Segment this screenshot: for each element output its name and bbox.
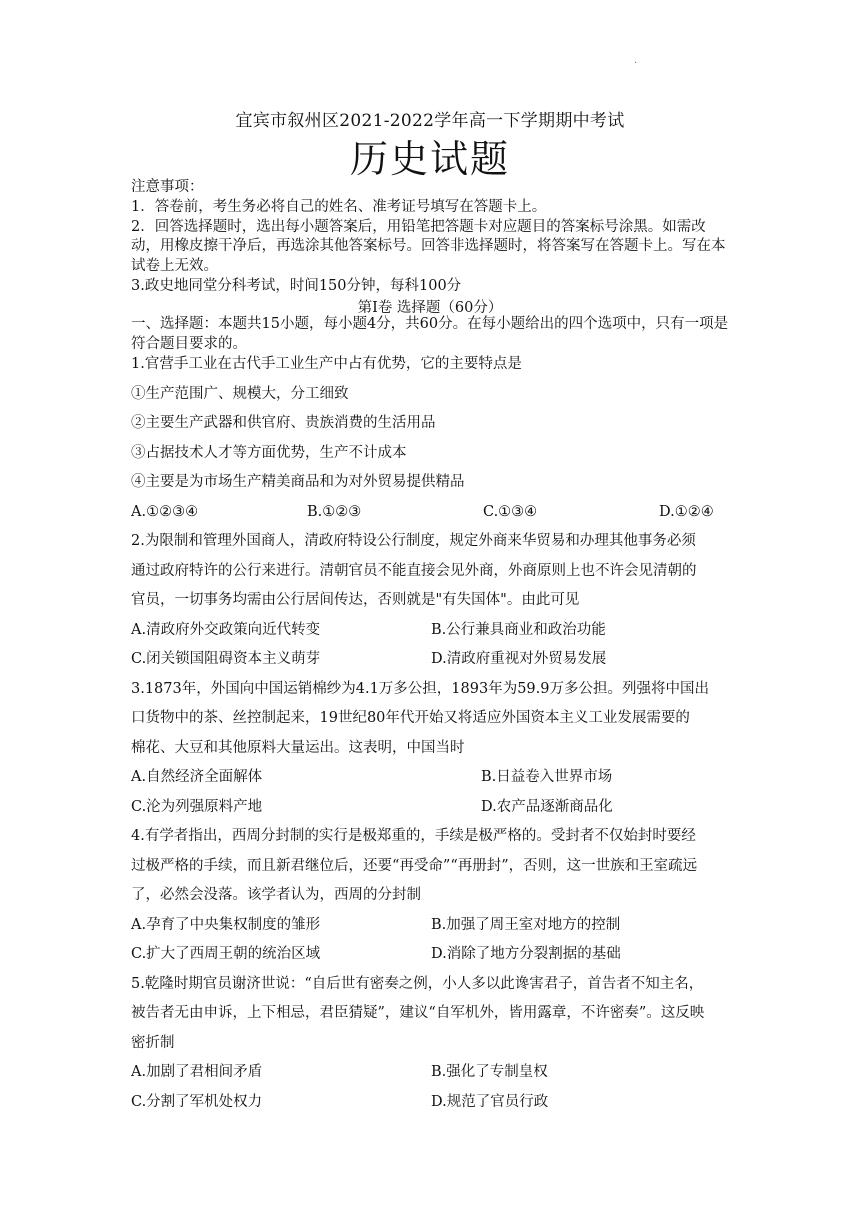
section-heading: 第Ⅰ卷 选择题（60分） bbox=[357, 300, 503, 316]
question-statement: ③占据技术人才等方面优势，生产不计成本 bbox=[131, 444, 407, 461]
question-statement: ②主要生产武器和供官府、贵族消费的生活用品 bbox=[131, 415, 436, 431]
option-d: D.消除了地方分裂割据的基础 bbox=[431, 946, 621, 962]
option-b: B.强化了专制皇权 bbox=[431, 1064, 548, 1080]
options-row bbox=[131, 1088, 731, 1118]
question-stem-line: 口货物中的茶、丝控制起来，19世纪80年代开始又将适应外国资本主义工业发展需要的 bbox=[131, 710, 690, 726]
question-stem-line: 3.1873年，外国向中国运销棉纱为4.1万多公担，1893年为59.9万多公担。列强将中国出 bbox=[131, 680, 709, 697]
question-stem-line: 5.乾隆时期官员谢济世说：“自后世有密奏之例，小人多以此谗害君子，首告者不知主名， bbox=[131, 975, 704, 992]
options-row bbox=[131, 498, 731, 528]
option-a: A.①②③④ bbox=[131, 503, 199, 520]
options-row bbox=[131, 763, 731, 793]
option-b: B.日益卷入世界市场 bbox=[481, 769, 613, 785]
question-statement: ①生产范围广、规模大，分工细致 bbox=[131, 385, 349, 402]
question-stem-line: 官员，一切事务均需由公行居间传达，否则就是"有失国体"。由此可见 bbox=[131, 592, 580, 608]
note-item: 2．回答选择题时，选出每小题答案后，用铅笔把答题卡对应题目的答案标号涂黑。如需改动，用橡皮擦干净后，再选涂其他答案标号。回答非选择题时，将答案写在答题卡上。写在本试卷上无效。 bbox=[131, 218, 726, 275]
question-stem-line: 棉花、大豆和其他原料大量运出。这表明，中国当时 bbox=[131, 739, 465, 756]
question-statement: ④主要是为市场生产精美商品和为对外贸易提供精品 bbox=[131, 474, 465, 490]
question-stem-line: 通过政府特许的公行来进行。清朝官员不能直接会见外商，外商原则上也不许会见清朝的 bbox=[131, 562, 697, 579]
note-item: 1．答卷前，考生务必将自己的姓名、准考证号填写在答题卡上。 bbox=[131, 198, 547, 215]
option-d: D.①②④ bbox=[659, 503, 714, 520]
question-stem-line: 过极严格的手续，而且新君继位后，还要“再受命”“再册封”，否则，这一世族和王室疏远 bbox=[131, 857, 698, 874]
option-a: A.加剧了君相间矛盾 bbox=[131, 1064, 263, 1080]
option-b: B.加强了周王室对地方的控制 bbox=[431, 916, 621, 933]
option-c: C.扩大了西周王朝的统治区域 bbox=[131, 946, 321, 962]
option-d: D.农产品逐渐商品化 bbox=[481, 798, 613, 815]
option-b: B.①②③ bbox=[307, 503, 362, 520]
options-row bbox=[131, 911, 731, 941]
corner-dot: · bbox=[634, 58, 638, 69]
question-stem-line: 2.为限制和管理外国商人，清政府特设公行制度，规定外商来华贸易和办理其他事务必须 bbox=[131, 533, 696, 549]
question-stem-line: 密折制 bbox=[131, 1034, 175, 1051]
question-stem: 1.官营手工业在古代手工业生产中占有优势，它的主要特点是 bbox=[131, 356, 522, 372]
questions-area bbox=[131, 350, 731, 1117]
note-item: 3.政史地同堂分科考试，时间150分钟，每科100分 bbox=[131, 277, 462, 294]
question-stem-line: 4.有学者指出，西周分封制的实行是极郑重的，手续是极严格的。受封者不仅始封时要经 bbox=[131, 828, 696, 844]
options-row bbox=[131, 793, 731, 823]
option-c: C.沦为列强原料产地 bbox=[131, 798, 263, 815]
option-c: C.①③④ bbox=[483, 503, 538, 520]
options-row bbox=[131, 940, 731, 970]
option-a: A.孕育了中央集权制度的雏形 bbox=[131, 916, 321, 933]
section-instruction-text: 一、选择题：本题共15小题，每小题4分，共60分。在每小题给出的四个选项中，只有一项是符合题目要求的。 bbox=[131, 316, 729, 352]
options-row bbox=[131, 645, 731, 675]
question-stem-line: 被告者无由申诉，上下相忌，君臣猜疑”，建议“自军机外，皆用露章，不许密奏”。这反映 bbox=[131, 1005, 705, 1021]
option-d: D.规范了官员行政 bbox=[431, 1093, 549, 1110]
notes-heading: 注意事项： bbox=[131, 179, 204, 195]
option-d: D.清政府重视对外贸易发展 bbox=[431, 651, 607, 667]
notes-block bbox=[131, 178, 731, 297]
option-a: A.自然经济全面解体 bbox=[131, 769, 263, 785]
option-b: B.公行兼具商业和政治功能 bbox=[431, 621, 606, 638]
options-row bbox=[131, 1058, 731, 1088]
exam-title: 历史试题 bbox=[349, 137, 510, 181]
option-c: C.闭关锁国阻碍资本主义萌芽 bbox=[131, 651, 321, 667]
option-a: A.清政府外交政策向近代转变 bbox=[131, 621, 321, 638]
exam-subtitle: 宜宾市叙州区2021-2022学年高一下学期期中考试 bbox=[235, 111, 625, 131]
option-c: C.分割了军机处权力 bbox=[131, 1093, 263, 1110]
options-row bbox=[131, 616, 731, 646]
question-stem-line: 了，必然会没落。该学者认为，西周的分封制 bbox=[131, 887, 421, 903]
section-instruction bbox=[131, 315, 731, 355]
